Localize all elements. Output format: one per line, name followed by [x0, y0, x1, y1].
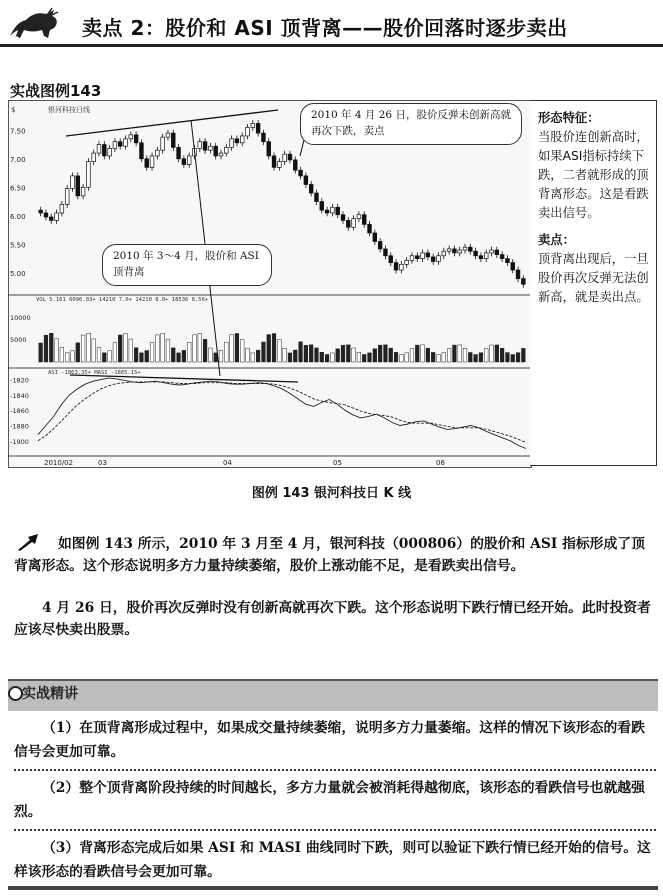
asi-lines — [38, 378, 526, 448]
volume-bar — [230, 335, 234, 362]
volume-bar — [500, 348, 504, 362]
volume-bar — [92, 339, 96, 362]
price-legend: 银河科技日线 — [48, 106, 90, 114]
volume-bar — [442, 353, 446, 362]
price-unit: $ — [11, 106, 16, 114]
candle — [209, 146, 213, 150]
volume-bar — [44, 335, 48, 362]
volume-bar — [516, 353, 520, 362]
candle — [426, 253, 430, 257]
volume-bar — [182, 350, 186, 362]
volume-bar — [325, 354, 329, 362]
volume-bar — [495, 345, 499, 362]
x-tick-label: 03 — [98, 459, 107, 467]
candle — [60, 204, 64, 213]
volume-bar — [373, 349, 377, 362]
candle — [187, 156, 191, 165]
candle — [346, 220, 350, 227]
price-tick-label: 6.50 — [10, 184, 26, 193]
volume-bar — [129, 339, 133, 362]
candle — [267, 142, 271, 156]
volume-bar — [209, 348, 213, 362]
volume-bar — [81, 335, 85, 362]
volume-bar — [124, 333, 128, 362]
volume-bar — [55, 339, 59, 362]
candle — [288, 154, 292, 160]
volume-tick-label: 5000 — [10, 336, 27, 344]
candle — [357, 215, 361, 219]
volume-bar — [49, 333, 53, 362]
volume-bar — [453, 345, 457, 362]
candle — [203, 142, 207, 151]
volume-bar — [283, 348, 287, 362]
volume-bar — [187, 342, 191, 362]
volume-bar — [447, 349, 451, 362]
volume-bar — [458, 345, 462, 362]
volume-bar — [140, 353, 144, 362]
volume-bar — [368, 353, 372, 362]
price-tick-label: 7.50 — [10, 127, 26, 136]
candle — [474, 251, 478, 256]
candle — [484, 253, 488, 259]
candle — [399, 264, 403, 270]
volume-bar — [463, 348, 467, 362]
candle — [240, 136, 244, 143]
tip-item: （2）整个顶背离阶段持续的时间越长，多方力量就会被消耗得越彻底，该形态的看跌信号也就越强烈。 — [14, 780, 645, 820]
volume-bar — [315, 348, 319, 362]
paragraph-1: 如图例 143 所示，2010 年 3 月至 4 月，银河科技（000806）的股价和 ASI 指标形成了顶背离形态。这个形态说明多方力量持续萎缩，股价上涨动能不足，是看跌卖出信号。 — [14, 536, 645, 574]
candle — [490, 250, 494, 253]
volume-bar — [193, 335, 197, 362]
price-tick-label: 5.00 — [10, 269, 26, 278]
volume-bar — [479, 353, 483, 362]
volume-bar — [394, 352, 398, 362]
candle — [65, 188, 69, 204]
candle — [92, 153, 96, 162]
volume-bar — [426, 348, 430, 362]
side-panel — [530, 100, 657, 466]
volume-bar — [267, 335, 271, 362]
candle — [140, 143, 144, 159]
candle — [55, 213, 59, 220]
candle — [224, 147, 228, 153]
volume-bar — [219, 350, 223, 362]
candle — [437, 256, 441, 262]
volume-bar — [198, 333, 202, 362]
volume-bar — [108, 351, 112, 362]
volume-bar — [118, 335, 122, 362]
candle — [129, 135, 133, 139]
volume-bar — [399, 354, 403, 362]
price-tick-label: 5.50 — [10, 241, 26, 250]
candle — [230, 139, 234, 148]
asi-tick-label: -1840 — [10, 391, 29, 400]
candle — [405, 260, 409, 264]
candle — [500, 255, 504, 259]
candle — [81, 187, 85, 196]
volume-bar — [277, 340, 281, 362]
candle — [262, 133, 266, 142]
volume-bar — [320, 352, 324, 362]
volume-bar — [288, 353, 292, 362]
volume-bar — [155, 335, 159, 362]
volume-bar — [39, 343, 43, 362]
tips-title: 实战精讲 — [22, 686, 78, 702]
volume-bar — [484, 348, 488, 362]
candle — [272, 156, 276, 167]
candle — [336, 207, 340, 214]
figure-label: 实战图例143 — [10, 82, 102, 100]
volume-bar — [437, 354, 441, 362]
candle — [246, 127, 250, 136]
volume-bar — [336, 349, 340, 362]
volume-bar — [511, 354, 515, 362]
asi-tick-label: -1860 — [10, 407, 29, 416]
volume-legend: VOL 5.101 6096.03+ 14210 7.0+ 14210 8.0+ 18536 8.56+ — [36, 297, 209, 303]
asi-legend: ASI -1863.35+ MASI -1865.15+ — [48, 370, 141, 376]
volume-bars — [39, 333, 525, 362]
candle — [71, 176, 75, 189]
volume-bar — [384, 345, 388, 362]
candle — [76, 176, 80, 196]
candle — [373, 233, 377, 242]
bull-logo-icon — [8, 6, 60, 44]
candle — [384, 249, 388, 256]
candle — [113, 142, 117, 149]
bottom-rule — [8, 886, 658, 890]
candle — [341, 215, 345, 221]
asi-line — [38, 378, 526, 448]
candle — [468, 247, 472, 251]
volume-bar — [352, 348, 356, 362]
volume-bar — [235, 333, 239, 362]
candle — [49, 217, 53, 220]
candle — [415, 256, 419, 259]
volume-bar — [521, 348, 525, 362]
volume-bar — [362, 354, 366, 362]
volume-bar — [251, 353, 255, 362]
volume-bar — [113, 343, 117, 362]
candle — [331, 207, 335, 213]
candle — [431, 257, 435, 262]
candle — [177, 147, 181, 158]
candle — [44, 213, 48, 217]
candle — [198, 142, 202, 149]
candle — [87, 162, 91, 188]
volume-bar — [293, 350, 297, 362]
volume-bar — [134, 348, 138, 362]
candle — [378, 242, 382, 249]
asi-tick-label: -1820 — [10, 376, 29, 385]
candle — [506, 259, 510, 263]
volume-bar — [272, 334, 276, 362]
candle — [442, 251, 446, 256]
candle — [293, 160, 297, 170]
volume-bar — [474, 354, 478, 362]
volume-bar — [341, 345, 345, 362]
volume-bar — [177, 353, 181, 362]
candle — [108, 149, 112, 156]
volume-bar — [171, 348, 175, 362]
candle — [171, 133, 175, 147]
candle — [458, 250, 462, 253]
pattern-text: 当股价连创新高时，如果ASI指标持续下跌，二者就形成的顶背离形态。这是看跌卖出信号。 — [538, 130, 649, 220]
volume-bar — [299, 342, 303, 362]
volume-bar — [431, 352, 435, 362]
x-tick-label: 05 — [333, 459, 342, 467]
candle — [299, 170, 303, 176]
candle — [495, 250, 499, 255]
candle — [118, 142, 122, 147]
volume-bar — [166, 339, 170, 362]
circle-bullet-icon — [8, 686, 23, 701]
x-tick-label: 06 — [436, 459, 445, 467]
price-tick-label: 6.00 — [10, 212, 26, 221]
candle — [251, 123, 255, 127]
volume-bar — [71, 351, 75, 362]
candle — [315, 193, 319, 202]
candle — [161, 137, 165, 150]
volume-bar — [389, 348, 393, 362]
volume-bar — [214, 353, 218, 362]
volume-bar — [102, 353, 106, 362]
volume-bar — [150, 342, 154, 362]
volume-tick-label: 10000 — [10, 314, 31, 322]
volume-bar — [203, 339, 207, 362]
volume-bar — [309, 345, 313, 362]
candle — [368, 224, 372, 233]
volume-bar — [256, 350, 260, 362]
volume-bar — [421, 345, 425, 362]
candle — [182, 159, 186, 165]
candle — [447, 249, 451, 251]
volume-bar — [410, 349, 414, 362]
masi-line — [38, 382, 526, 443]
stock-chart — [8, 100, 530, 468]
candle — [463, 247, 467, 250]
volume-bar — [304, 345, 308, 362]
candle — [235, 139, 239, 143]
candle — [309, 184, 313, 193]
volume-bar — [145, 351, 149, 362]
volume-bar — [405, 353, 409, 362]
candle — [124, 139, 128, 146]
volume-bar — [346, 345, 350, 362]
candle — [352, 219, 356, 228]
candle — [102, 145, 106, 156]
volume-bar — [262, 342, 266, 362]
tip-item: （3）背离形态完成后如果 ASI 和 MASI 曲线同时下跌，则可以验证下跌行情已经开始的信号。这样该形态的看跌信号会更加可靠。 — [14, 840, 651, 880]
candle — [277, 162, 281, 168]
x-tick-label: 04 — [223, 459, 232, 467]
candle — [410, 256, 414, 261]
candle — [283, 154, 287, 161]
page-title: 卖点 2：股价和 ASI 顶背离——股价回落时逐步卖出 — [82, 16, 568, 40]
candle — [479, 256, 483, 259]
volume-bar — [65, 353, 69, 362]
volume-bar — [506, 353, 510, 362]
volume-bar — [60, 347, 64, 362]
volume-bar — [415, 345, 419, 362]
dotted-divider — [14, 769, 656, 771]
pattern-heading: 形态特征： — [538, 111, 600, 125]
candle — [325, 210, 329, 213]
figure-caption: 图例 143 银河科技日 K 线 — [251, 486, 412, 501]
dotted-divider — [14, 829, 656, 831]
asi-tick-label: -1880 — [10, 422, 29, 431]
candle — [521, 279, 525, 285]
volume-bar — [246, 348, 250, 362]
candle — [145, 159, 149, 168]
candle — [134, 135, 138, 143]
candle — [320, 202, 324, 211]
volume-bar — [76, 343, 80, 362]
candle — [155, 150, 159, 156]
volume-bar — [161, 333, 165, 362]
candle — [166, 133, 170, 137]
volume-bar — [87, 333, 91, 362]
x-tick-label: 2010/02 — [44, 459, 74, 467]
header-rule — [0, 44, 663, 47]
volume-bar — [97, 348, 101, 362]
asi-trendline — [70, 375, 298, 382]
candle — [97, 145, 101, 154]
tips-header-bar — [8, 679, 658, 711]
asi-tick-label: -1900 — [10, 437, 29, 446]
candle — [256, 123, 260, 133]
volume-bar — [490, 345, 494, 362]
tip-item: （1）在顶背离形成过程中，如果成交量持续萎缩，说明多方力量萎缩。这样的情况下该形态的看跌信号会更加可靠。 — [14, 720, 645, 760]
volume-bar — [378, 345, 382, 362]
price-tick-label: 7.00 — [10, 155, 26, 164]
volume-bar — [331, 353, 335, 362]
volume-bar — [240, 340, 244, 362]
sell-text: 顶背离出现后，一旦股价再次反弹无法创新高，就是卖出点。 — [538, 252, 649, 304]
candle — [219, 153, 223, 156]
paragraph-2: 4 月 26 日，股价再次反弹时没有创新高就再次下跌。这个形态说明下跌行情已经开始。此时投资者应该尽快卖出股票。 — [14, 600, 651, 638]
candle — [362, 215, 366, 225]
candle — [39, 210, 43, 213]
volume-bar — [224, 342, 228, 362]
candle — [214, 146, 218, 156]
candle — [150, 156, 154, 167]
candle — [516, 270, 520, 279]
volume-bar — [357, 352, 361, 362]
candle — [453, 249, 457, 253]
candle — [511, 263, 515, 270]
volume-bar — [468, 352, 472, 362]
candle — [304, 176, 308, 185]
sell-heading: 卖点： — [538, 233, 575, 247]
divergence-callout: 2010 年 3～4 月，股价和 ASI 顶背离 — [102, 244, 272, 286]
sell-point-callout: 2010 年 4 月 26 日，股价反弹未创新高就再次下跌，卖点 — [300, 103, 522, 145]
candle — [389, 256, 393, 263]
candle — [394, 263, 398, 270]
candle — [421, 253, 425, 259]
page-header — [0, 0, 663, 50]
